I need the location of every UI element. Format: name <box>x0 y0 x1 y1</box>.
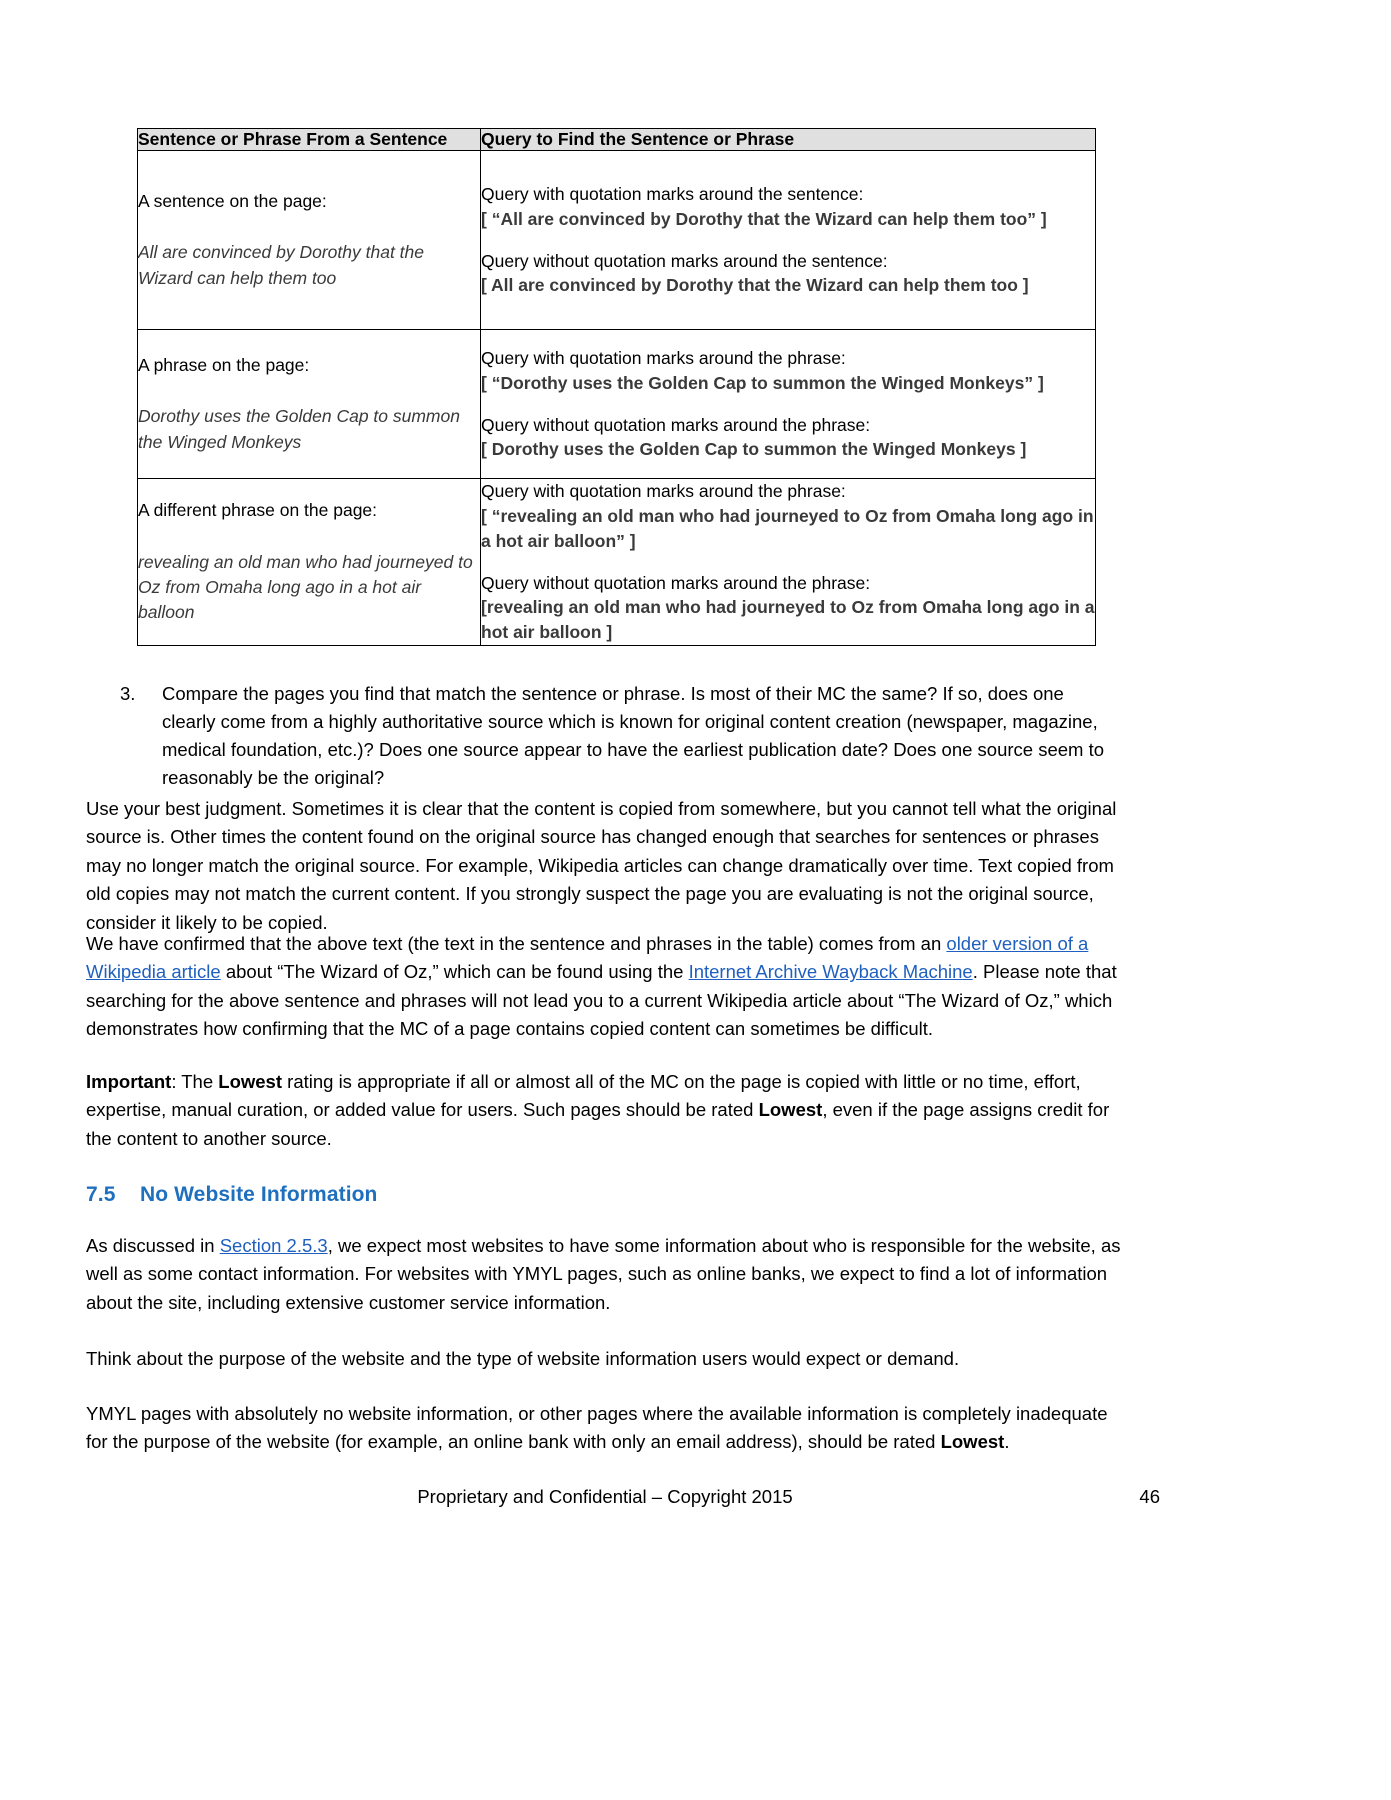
query-with-quotes-label: Query with quotation marks around the sentence: <box>481 183 864 204</box>
link-internet-archive-wayback-machine[interactable]: Internet Archive Wayback Machine <box>688 961 973 983</box>
table-header-row <box>138 129 1096 151</box>
para3-text-2: rating is appropriate if all or almost all of the MC on the page is copied with little or no time, effort, expertise, manual curation, or added value for users. Such pages should be rated <box>86 1071 1081 1121</box>
important-label: Important <box>86 1071 172 1092</box>
example-label: A phrase on the page: <box>138 354 310 375</box>
paragraph-think-about-purpose: Think about the purpose of the website and the type of website information users would expect or demand. <box>86 1348 960 1369</box>
query-with-quotes-label: Query with quotation marks around the phrase: <box>481 481 846 501</box>
table-cell-example <box>138 151 481 330</box>
query-without-quotes-value: [ All are convinced by Dorothy that the Wizard can help them too ] <box>481 275 1029 296</box>
example-text: revealing an old man who had journeyed to Oz from Omaha long ago in a hot air balloon <box>138 551 473 623</box>
para2-text-2: about “The Wizard of Oz,” which can be found using the <box>220 961 689 983</box>
table-row <box>138 151 1096 330</box>
para2-text-1: We have confirmed that the above text (the text in the sentence and phrases in the table) comes from an <box>86 933 947 954</box>
paragraph-best-judgment: Use your best judgment. Sometimes it is clear that the content is copied from somewhere, but you cannot tell what the original source is. Other times the content found on the original source has changed enough that searches for sentences or phrases may no longer match the original source. For example, Wikipedia articles can change dramatically over time. Text copied from old copies may not match the current content. If you strongly suspect the page you are evaluating is not the original source, consider it likely to be copied. <box>86 798 1117 933</box>
rating-lowest-1: Lowest <box>218 1071 283 1092</box>
para6-text-2: . <box>1004 1431 1010 1453</box>
section-title: No Website Information <box>140 1183 378 1206</box>
paragraph-confirmed-source <box>86 930 1123 1044</box>
table-row <box>138 330 1096 479</box>
para3-text-1: : The <box>171 1071 219 1092</box>
query-without-quotes-label: Query without quotation marks around the phrase: <box>481 572 871 593</box>
paragraph-website-info <box>86 1232 1123 1317</box>
footer-copyright: Proprietary and Confidential – Copyright 2015 <box>417 1486 793 1507</box>
numbered-list-item-3 <box>120 680 1120 792</box>
table-cell-query <box>481 479 1096 646</box>
table-header-sentence: Sentence or Phrase From a Sentence <box>138 129 481 151</box>
query-examples-table-wrapper <box>137 128 1095 646</box>
example-label: A sentence on the page: <box>138 190 327 211</box>
rating-lowest-3: Lowest <box>940 1431 1005 1453</box>
paragraph-ymyl-no-info <box>86 1400 1123 1457</box>
link-older-wikipedia-version[interactable]: older version of a Wikipedia article <box>86 933 1089 983</box>
paragraph-important-lowest <box>86 1068 1123 1153</box>
example-text: Dorothy uses the Golden Cap to summon the Winged Monkeys <box>138 406 460 452</box>
query-with-quotes-value: [ “revealing an old man who had journeyed to Oz from Omaha long ago in a hot air balloon” ] <box>481 505 1094 551</box>
spacer <box>481 554 1095 571</box>
query-without-quotes-value: [ Dorothy uses the Golden Cap to summon the Winged Monkeys ] <box>481 439 1027 460</box>
para4-text-2: , we expect most websites to have some information about who is responsible for the website, as well as some contact information. For websites with YMYL pages, such as online banks, we expect to find a lot of information about the site, including extensive customer service information. <box>86 1235 1121 1313</box>
query-with-quotes-value: [ “All are convinced by Dorothy that the Wizard can help them too” ] <box>481 208 1047 229</box>
query-with-quotes-value: [ “Dorothy uses the Golden Cap to summon the Winged Monkeys” ] <box>481 372 1044 393</box>
query-without-quotes-label: Query without quotation marks around the phrase: <box>481 414 871 435</box>
section-number: 7.5 <box>86 1183 116 1206</box>
table-cell-query <box>481 151 1096 330</box>
query-without-quotes-label: Query without quotation marks around the sentence: <box>481 250 888 271</box>
list-item-text: Compare the pages you find that match the sentence or phrase. Is most of their MC the same? If so, does one clearly come from a highly authoritative source which is known for original content creation (newspaper, magazine, medical foundation, etc.)? Does one source appear to have the earliest publication date? Does one source seem to reasonably be the original? <box>162 683 1105 789</box>
para3-text-3: , even if the page assigns credit for the content to another source. <box>86 1099 1110 1149</box>
query-examples-table <box>137 128 1096 646</box>
para6-text-1: YMYL pages with absolutely no website information, or other pages where the available information is completely inadequate for the purpose of the website (for example, an online bank with only an email address), should be rated <box>86 1403 1108 1453</box>
para2-text-3: . Please note that searching for the above sentence and phrases will not lead you to a current Wikipedia article about “The Wizard of Oz,” which demonstrates how confirming that the MC of a page contains copied content can sometimes be difficult. <box>86 961 1117 1040</box>
table-cell-example <box>138 330 481 479</box>
table-header-query: Query to Find the Sentence or Phrase <box>481 129 1096 151</box>
spacer <box>481 396 1095 413</box>
section-heading-7-5 <box>86 1183 378 1207</box>
table-cell-query <box>481 330 1096 479</box>
link-section-2-5-3[interactable]: Section 2.5.3 <box>219 1235 328 1256</box>
example-text: All are convinced by Dorothy that the Wizard can help them too <box>138 242 424 288</box>
query-without-quotes-value: [revealing an old man who had journeyed to Oz from Omaha long ago in a hot air balloon ] <box>481 597 1095 643</box>
table-row <box>138 479 1096 646</box>
example-label: A different phrase on the page: <box>138 500 378 521</box>
spacer <box>481 232 1095 249</box>
table-cell-example <box>138 479 481 646</box>
footer-page-number: 46 <box>1139 1486 1160 1507</box>
rating-lowest-2: Lowest <box>758 1099 823 1121</box>
list-item-number: 3. <box>120 683 136 704</box>
query-with-quotes-label: Query with quotation marks around the phrase: <box>481 347 846 368</box>
para4-text-1: As discussed in <box>86 1235 220 1256</box>
